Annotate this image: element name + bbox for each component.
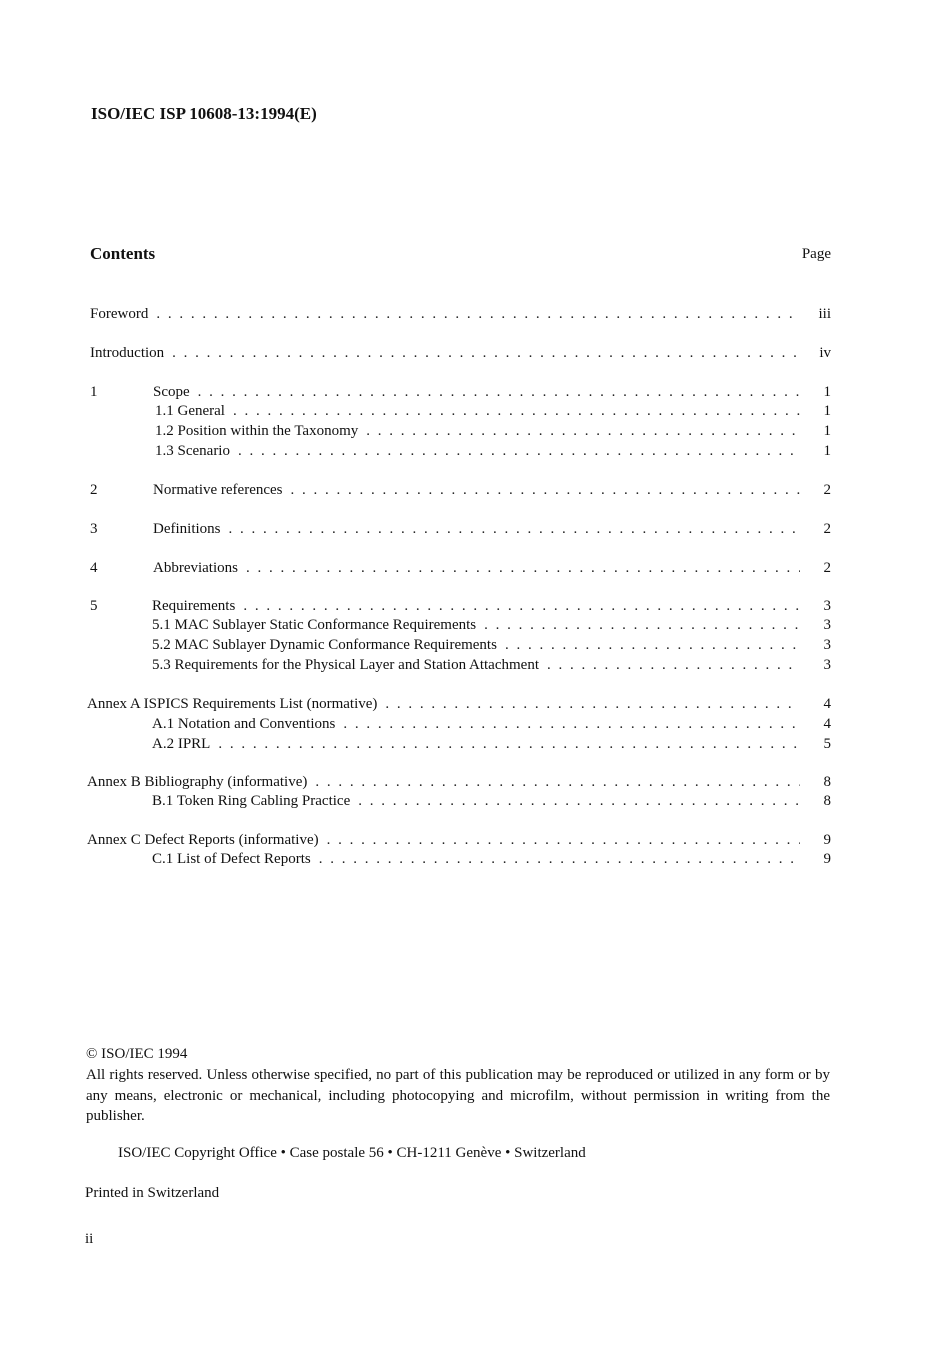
toc-leader-dots <box>243 596 800 616</box>
toc-leader-dots <box>319 849 800 869</box>
toc-entry <box>0 421 950 441</box>
toc-entry-title: Introduction <box>90 345 165 361</box>
toc-leader-dots <box>229 519 801 539</box>
toc-entry <box>0 519 950 539</box>
toc-leader-dots <box>385 694 800 714</box>
page-column-heading: Page <box>801 246 831 262</box>
toc-entry-page: 1 <box>823 443 831 459</box>
toc-entry-page: 1 <box>823 403 831 419</box>
toc-entry-page: 3 <box>823 617 831 633</box>
toc-entry-number: 4 <box>90 560 98 576</box>
toc-entry <box>0 734 950 754</box>
toc-leader-dots <box>484 615 800 635</box>
toc-entry-title: C.1 List of Defect Reports <box>152 851 311 867</box>
toc-entry-number: 3 <box>90 521 98 537</box>
toc-entry <box>0 596 950 616</box>
toc-entry-title: A.2 IPRL <box>152 736 211 752</box>
toc-entry-page: iii <box>818 306 831 322</box>
toc-entry-page: 9 <box>823 832 831 848</box>
toc-entry <box>0 401 950 421</box>
toc-entry-title: Annex B Bibliography (informative) <box>87 774 308 790</box>
copyright-line: © ISO/IEC 1994 <box>86 1046 188 1062</box>
toc-leader-dots <box>358 791 800 811</box>
toc-entry <box>0 694 950 714</box>
contents-heading: Contents <box>90 244 156 263</box>
copyright-office-address: ISO/IEC Copyright Office • Case postale 56 • CH-1211 Genève • Switzerland <box>118 1145 586 1161</box>
page-number: ii <box>85 1231 94 1247</box>
toc-entry-title: A.1 Notation and Conventions <box>152 716 336 732</box>
toc-entry-title: 5.1 MAC Sublayer Static Conformance Requirements <box>152 617 477 633</box>
toc-leader-dots <box>198 382 800 402</box>
toc-entry <box>0 480 950 500</box>
toc-entry-page: 2 <box>823 521 831 537</box>
toc-entry <box>0 441 950 461</box>
toc-entry-title: 1.1 General <box>155 403 225 419</box>
printed-in-line: Printed in Switzerland <box>85 1185 220 1201</box>
toc-entry-title: Foreword <box>90 306 149 322</box>
toc-entry-page: 5 <box>823 736 831 752</box>
toc-leader-dots <box>246 558 800 578</box>
toc-entry <box>0 558 950 578</box>
toc-entry <box>0 849 950 869</box>
toc-entry-title: B.1 Token Ring Cabling Practice <box>152 793 351 809</box>
toc-entry <box>0 655 950 675</box>
toc-entry <box>0 304 950 324</box>
toc-leader-dots <box>291 480 800 500</box>
toc-entry-title: Annex A ISPICS Requirements List (normative) <box>87 696 378 712</box>
toc-entry-title: 1.2 Position within the Taxonomy <box>155 423 359 439</box>
toc-leader-dots <box>315 772 800 792</box>
toc-entry <box>0 772 950 792</box>
toc-leader-dots <box>238 441 800 461</box>
toc-entry-page: 9 <box>823 851 831 867</box>
toc-leader-dots <box>218 734 800 754</box>
toc-entry-number: 2 <box>90 482 98 498</box>
toc-entry-page: 4 <box>823 716 831 732</box>
toc-entry-title: 5.3 Requirements for the Physical Layer and Station Attachment <box>152 657 539 673</box>
toc-entry-title: Requirements <box>152 598 236 614</box>
toc-entry-page: 3 <box>823 657 831 673</box>
toc-entry-page: 2 <box>823 482 831 498</box>
toc-leader-dots <box>327 830 800 850</box>
toc-leader-dots <box>547 655 800 675</box>
toc-leader-dots <box>505 635 800 655</box>
toc-entry <box>0 714 950 734</box>
toc-entry-page: 1 <box>823 384 831 400</box>
toc-leader-dots <box>366 421 800 441</box>
toc-entry-page: 4 <box>823 696 831 712</box>
toc-entry-title: Annex C Defect Reports (informative) <box>87 832 319 848</box>
toc-entry-number: 1 <box>90 384 98 400</box>
toc-entry-page: 3 <box>823 598 831 614</box>
toc-entry-page: 8 <box>823 793 831 809</box>
toc-entry-title: 5.2 MAC Sublayer Dynamic Conformance Requirements <box>152 637 497 653</box>
toc-entry-page: 2 <box>823 560 831 576</box>
toc-entry-title: Scope <box>153 384 190 400</box>
toc-entry-title: 1.3 Scenario <box>155 443 230 459</box>
rights-statement: All rights reserved. Unless otherwise specified, no part of this publication may be reproduced or utilized in any form or by any means, electronic or mechanical, including photocopying and microfilm, without permission in writing from the publisher. <box>86 1067 830 1124</box>
toc-entry-title: Definitions <box>153 521 221 537</box>
toc-entry-page: 1 <box>823 423 831 439</box>
toc-entry <box>0 615 950 635</box>
toc-entry-page: iv <box>819 345 831 361</box>
toc-entry-page: 8 <box>823 774 831 790</box>
toc-leader-dots <box>172 343 800 363</box>
toc-leader-dots <box>343 714 800 734</box>
toc-entry <box>0 791 950 811</box>
document-id: ISO/IEC ISP 10608-13:1994(E) <box>91 104 317 123</box>
toc-entry <box>0 343 950 363</box>
toc-entry-title: Normative references <box>153 482 283 498</box>
toc-leader-dots <box>233 401 800 421</box>
toc-entry-page: 3 <box>823 637 831 653</box>
toc-entry <box>0 830 950 850</box>
toc-entry <box>0 635 950 655</box>
toc-entry-number: 5 <box>90 598 98 614</box>
toc-entry-title: Abbreviations <box>153 560 238 576</box>
toc-entry <box>0 382 950 402</box>
toc-leader-dots <box>156 304 800 324</box>
